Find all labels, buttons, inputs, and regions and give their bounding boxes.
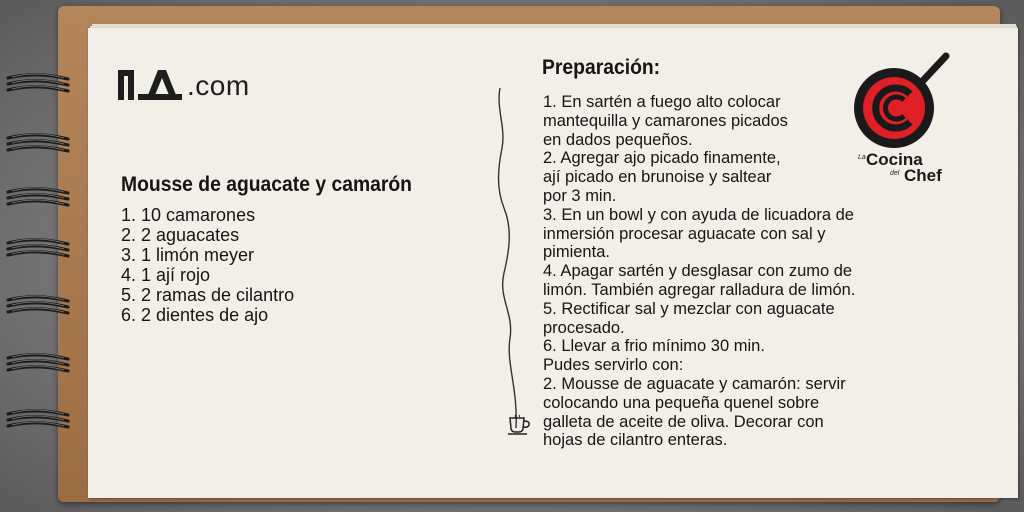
step-line: ají picado en brunoise y saltear <box>543 168 772 187</box>
cocina-del-chef-logo[interactable] <box>852 50 952 186</box>
spiral-ring-icon <box>6 294 68 304</box>
frying-pan-icon <box>852 50 952 154</box>
step-line: hojas de cilantro enteras. <box>543 431 728 450</box>
ingredient-item: 1. 10 camarones <box>121 205 256 225</box>
step-line: inmersión procesar aguacate con sal y <box>543 224 826 243</box>
step-line: mantequilla y camarones picados <box>543 111 788 130</box>
step-line: 1. En sartén a fuego alto colocar <box>543 93 781 111</box>
step-line: 3. En un bowl y con ayuda de licuadora de <box>543 205 854 224</box>
step-line: por 3 min. <box>543 186 617 205</box>
step-line: 6. Llevar a frio mínimo 30 min. <box>543 337 765 356</box>
logo-cocina-text: Cocina <box>866 150 923 169</box>
step-line: 2. Agregar ajo picado finamente, <box>543 149 781 168</box>
ingredient-item: 3. 1 limón meyer <box>121 245 255 265</box>
spiral-ring-icon <box>6 408 68 418</box>
logo-la-text: La <box>858 154 866 161</box>
logo-del-text: del <box>890 170 900 177</box>
logo-chef-text: Chef <box>904 166 942 185</box>
spiral-ring-icon <box>6 186 68 196</box>
step-line: 2. Mousse de aguacate y camarón: servir <box>543 374 846 393</box>
step-line: 5. Rectificar sal y mezclar con aguacate <box>543 299 835 318</box>
site-logo[interactable] <box>118 66 250 102</box>
step-line: 4. Apagar sartén y desglasar con zumo de <box>543 262 853 281</box>
ingredient-item: 5. 2 ramas de cilantro <box>121 285 295 305</box>
step-line: Pudes servirlo con: <box>543 356 684 375</box>
ingredient-item: 4. 1 ají rojo <box>121 265 211 285</box>
step-line: colocando una pequeña quenel sobre <box>543 393 820 412</box>
preparation-steps <box>543 93 855 450</box>
ingredient-item: 6. 2 dientes de ajo <box>121 305 269 325</box>
wavy-divider <box>490 88 530 428</box>
step-line: en dados pequeños. <box>543 130 693 149</box>
spiral-ring-icon <box>6 352 68 362</box>
ingredient-item: 2. 2 aguacates <box>121 225 240 245</box>
spiral-ring-icon <box>6 132 68 142</box>
step-line: galleta de aceite de oliva. Decorar con <box>543 412 824 431</box>
step-line: limón. También agregar ralladura de limón. <box>543 280 856 299</box>
logo-domain-text: .com <box>187 70 250 101</box>
spiral-ring-icon <box>6 237 68 247</box>
spiral-ring-icon <box>6 72 68 82</box>
ingredient-list <box>121 205 294 325</box>
step-line: pimienta. <box>543 243 610 262</box>
recipe-title: Mousse de aguacate y camarón <box>121 173 412 196</box>
preparation-title: Preparación: <box>542 56 661 79</box>
step-line: procesado. <box>543 318 625 337</box>
ta-logo-icon <box>118 66 184 102</box>
coffee-cup-icon <box>507 414 533 436</box>
